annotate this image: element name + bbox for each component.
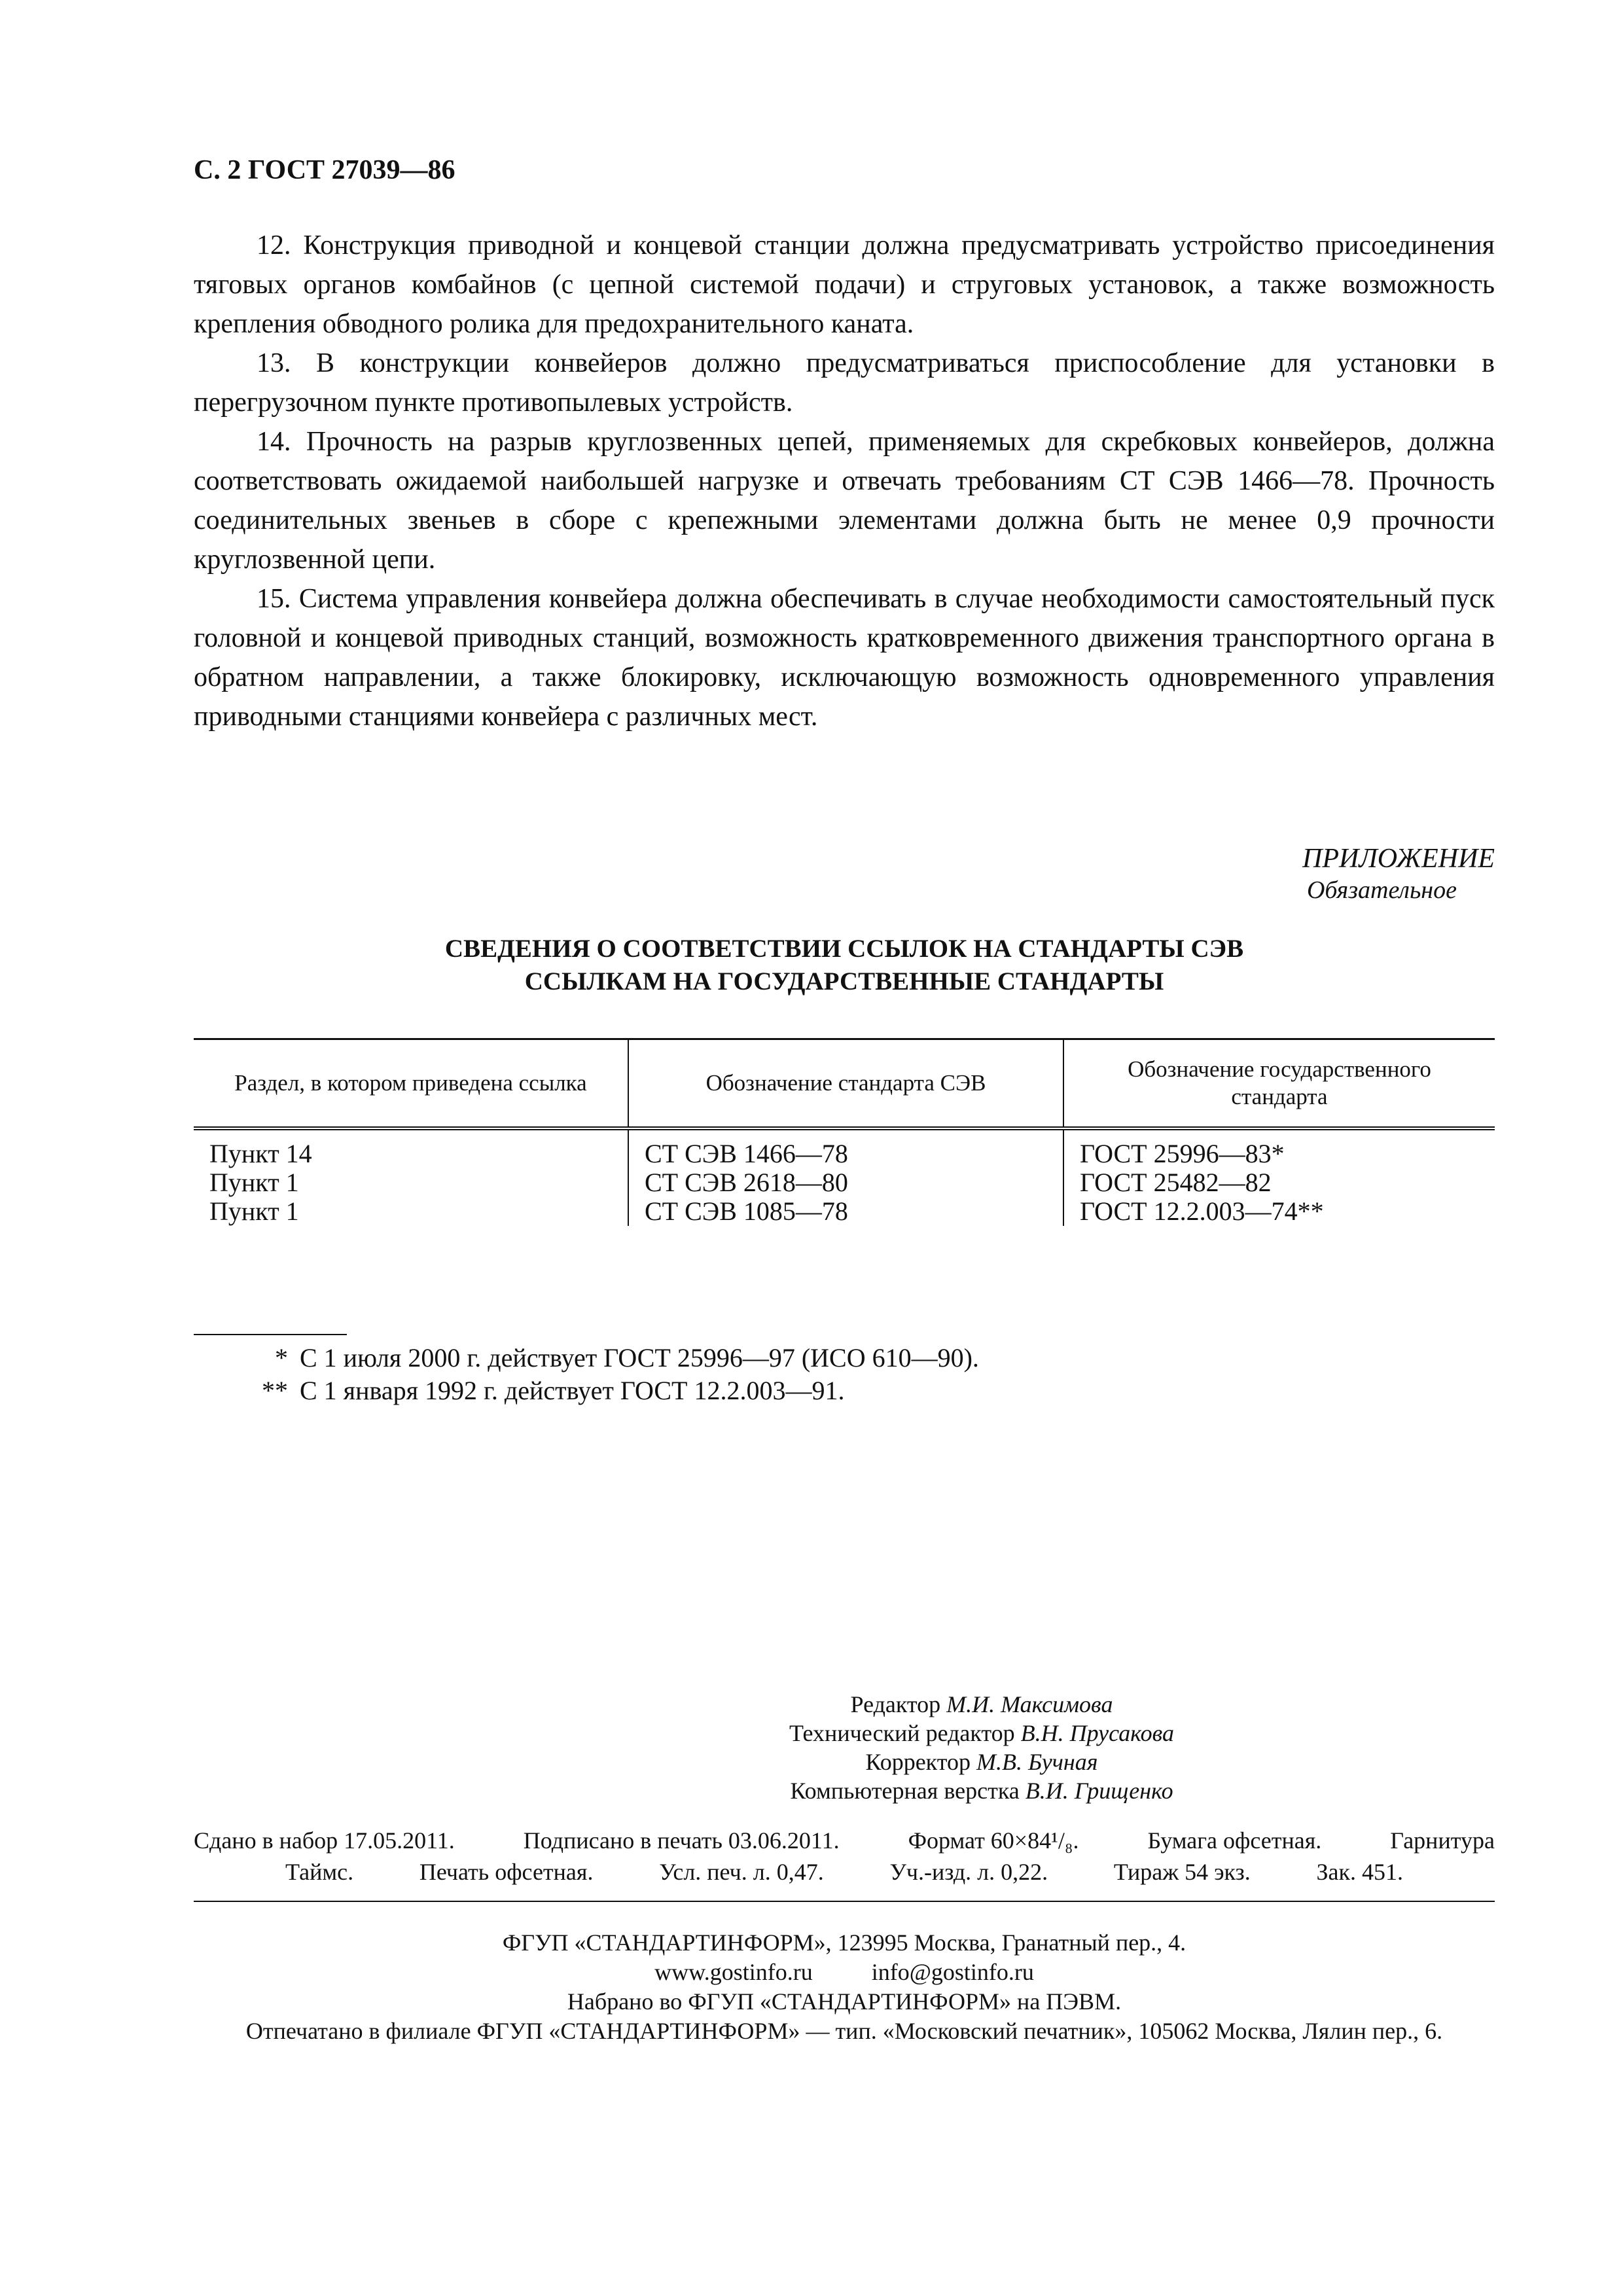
credit-role: Корректор <box>865 1749 971 1775</box>
appendix-title-line-1: СВЕДЕНИЯ О СООТВЕТСТВИИ ССЫЛОК НА СТАНДАРТЫ СЭВ <box>444 935 1244 963</box>
publisher-info <box>194 1928 1495 2046</box>
footnote-1 <box>242 1342 979 1374</box>
table-cell: Пункт 14 <box>209 1139 312 1168</box>
imprint-item: Печать офсетная. <box>419 1859 594 1885</box>
reference-table <box>194 1038 1495 1226</box>
appendix-title <box>194 933 1495 998</box>
credit-name: В.И. Грищенко <box>1025 1778 1173 1804</box>
publisher-contacts <box>194 1958 1495 1987</box>
table-cell: СТ СЭВ 1085—78 <box>628 1197 1063 1226</box>
table-cell: ГОСТ 25482—82 <box>1063 1168 1495 1197</box>
table-cell: Пункт 1 <box>209 1168 299 1197</box>
table-cell: Пункт 1 <box>209 1196 299 1226</box>
credit-role: Технический редактор <box>789 1720 1015 1746</box>
imprint-item: Подписано в печать 03.06.2011. <box>523 1827 840 1854</box>
credit-role: Редактор <box>850 1691 941 1717</box>
footnote-mark: * <box>275 1343 288 1372</box>
table-cell: ГОСТ 12.2.003—74** <box>1063 1197 1495 1226</box>
publisher-printer: Отпечатано в филиале ФГУП «СТАНДАРТИНФОРМ» — тип. «Московский печатник», 105062 Москва, Лялин пер., 6. <box>245 2018 1443 2044</box>
credit-proofreader <box>622 1748 1342 1776</box>
table-header-gost: Обозначение государственного стандарта <box>1063 1039 1495 1129</box>
credit-layout <box>622 1776 1342 1805</box>
footnote-divider <box>194 1334 347 1335</box>
imprint-divider <box>194 1901 1495 1902</box>
credit-role: Компьютерная верстка <box>790 1778 1020 1804</box>
table-cell: СТ СЭВ 1466—78 <box>628 1128 1063 1168</box>
imprint-item: Уч.-изд. л. 0,22. <box>889 1859 1048 1885</box>
publisher-address: ФГУП «СТАНДАРТИНФОРМ», 123995 Москва, Гранатный пер., 4. <box>502 1929 1186 1956</box>
imprint-item: Формат 60×84¹/₈. <box>908 1827 1079 1854</box>
table-row <box>194 1128 1495 1168</box>
credit-name: М.И. Максимова <box>946 1691 1113 1717</box>
publisher-email: info@gostinfo.ru <box>871 1959 1034 1985</box>
table-cell: ГОСТ 25996—83* <box>1063 1128 1495 1168</box>
credit-name: В.Н. Прусакова <box>1020 1720 1175 1746</box>
footnote-mark: ** <box>262 1376 288 1405</box>
imprint-item: Зак. 451. <box>1316 1859 1403 1885</box>
imprint-item: Таймс. <box>285 1859 354 1885</box>
imprint-item: Бумага офсетная. <box>1147 1827 1322 1854</box>
footnotes <box>242 1342 979 1407</box>
footnote-2 <box>242 1374 979 1407</box>
imprint <box>194 1825 1495 1888</box>
imprint-item: Сдано в набор 17.05.2011. <box>194 1827 455 1854</box>
imprint-line-1 <box>194 1825 1495 1856</box>
credit-editor <box>622 1690 1342 1719</box>
page-header: С. 2 ГОСТ 27039—86 <box>194 155 455 185</box>
publisher-typeset: Набрано во ФГУП «СТАНДАРТИНФОРМ» на ПЭВМ. <box>567 1988 1122 2015</box>
table-header-row <box>194 1039 1495 1129</box>
imprint-item: Гарнитура <box>1390 1827 1495 1854</box>
appendix-label-text: ПРИЛОЖЕНИЕ <box>1302 844 1495 874</box>
table-row <box>194 1197 1495 1226</box>
credits <box>622 1690 1342 1805</box>
publisher-website: www.gostinfo.ru <box>654 1959 813 1985</box>
paragraph-12: 12. Конструкция приводной и концевой станции должна предусматривать устройство присоединения тяговых органов комбайнов (с цепной системой подачи) и струговых установок, а также возможность крепления обводного ролика для предохранительного каната. <box>194 230 1495 339</box>
table-row <box>194 1168 1495 1197</box>
table-header-sev: Обозначение стандарта СЭВ <box>628 1039 1063 1129</box>
credit-name: М.В. Бучная <box>976 1749 1098 1775</box>
footnote-text: С 1 июля 2000 г. действует ГОСТ 25996—97 (ИСО 610—90). <box>300 1343 979 1372</box>
imprint-line-2 <box>194 1856 1495 1888</box>
credit-tech-editor <box>622 1719 1342 1748</box>
appendix-sublabel: Обязательное <box>1306 876 1457 904</box>
table-cell: СТ СЭВ 2618—80 <box>628 1168 1063 1197</box>
paragraph-14: 14. Прочность на разрыв круглозвенных цепей, применяемых для скребковых конвейеров, должна соответствовать ожидаемой наибольшей нагрузке и отвечать требованиям СТ СЭВ 1466—78. Прочность соединительных звеньев в сборе с крепежными элементами должна быть не менее 0,9 прочности круглозвенной цепи. <box>194 427 1495 575</box>
imprint-item: Усл. печ. л. 0,47. <box>659 1859 824 1885</box>
paragraph-13: 13. В конструкции конвейеров должно предусматриваться приспособление для установки в перегрузочном пункте противопылевых устройств. <box>194 348 1495 418</box>
appendix-title-line-2: ССЫЛКАМ НА ГОСУДАРСТВЕННЫЕ СТАНДАРТЫ <box>524 967 1164 996</box>
paragraph-15: 15. Система управления конвейера должна обеспечивать в случае необходимости самостоятельный пуск головной и концевой приводных станций, возможность кратковременного движения транспортного органа в обратном направлении, а также блокировку, исключающую возможность одновременного управления приводными станциями конвейера с различных мест. <box>194 584 1495 732</box>
appendix-label <box>1302 843 1495 906</box>
body-text <box>194 226 1495 736</box>
footnote-text: С 1 января 1992 г. действует ГОСТ 12.2.003—91. <box>300 1376 845 1405</box>
imprint-item: Тираж 54 экз. <box>1113 1859 1251 1885</box>
table-header-section: Раздел, в котором приведена ссылка <box>194 1039 628 1129</box>
